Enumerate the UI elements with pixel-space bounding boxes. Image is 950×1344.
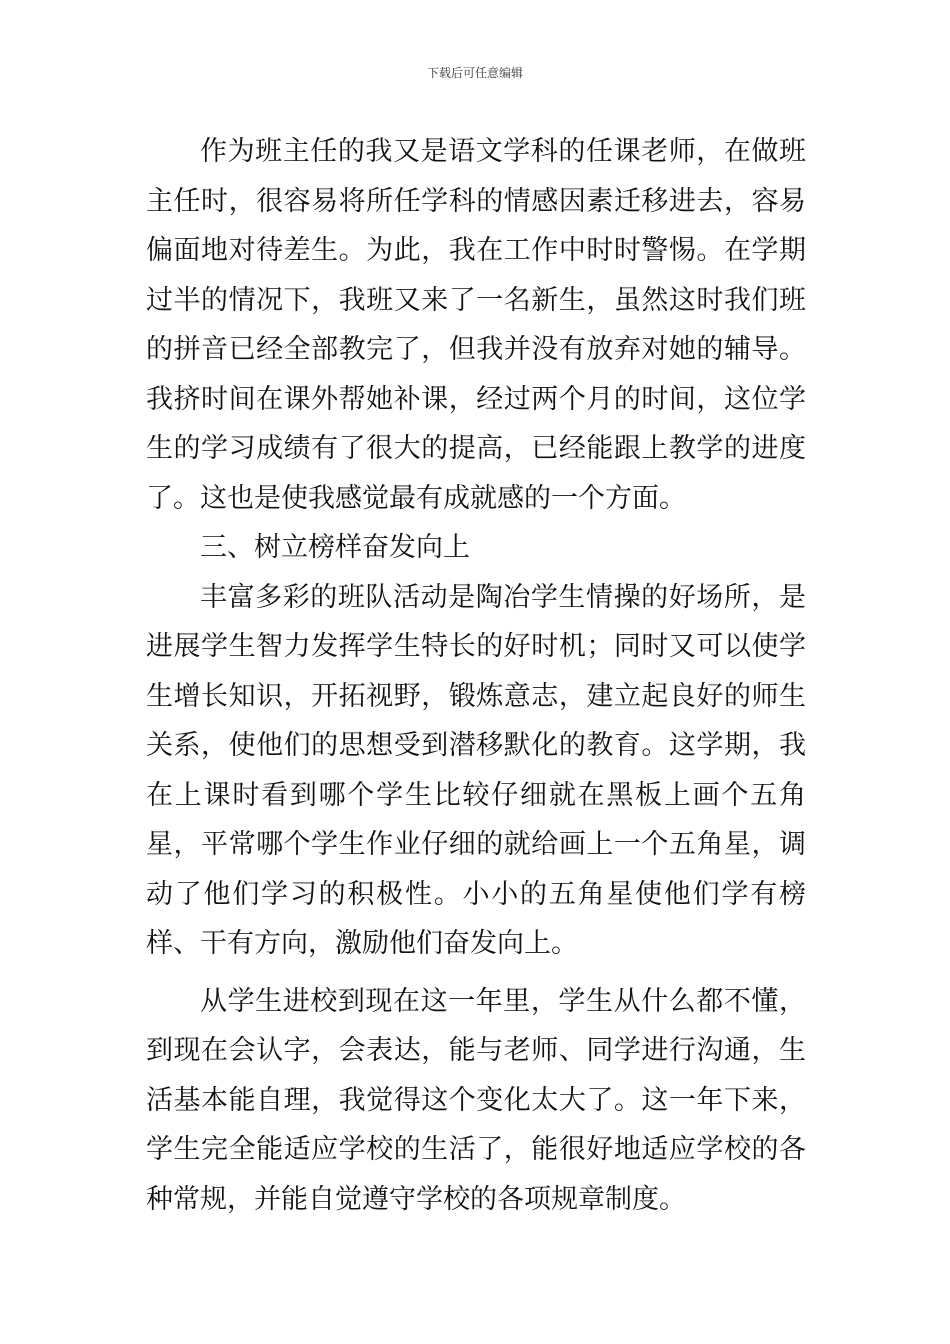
paragraph-class-activities: 丰富多彩的班队活动是陶冶学生情操的好场所，是进展学生智力发挥学生特长的好时机；同时又可以使学生增长知识，开拓视野，锻炼意志，建立起良好的师生关系，使他们的思想受到潜移默化的教育。这学期，我在上课时看到哪个学生比较仔细就在黑板上画个五角星，平常哪个学生作业仔细的就给画上一个五角星，调动了他们学习的积极性。小小的五角星使他们学有榜样、干有方向，激励他们奋发向上。 <box>146 581 806 959</box>
section-heading-role-models: 三、树立榜样奋发向上 <box>200 532 470 563</box>
paragraph-year-summary: 从学生进校到现在这一年里，学生从什么都不懂，到现在会认字，会表达，能与老师、同学进行沟通，生活基本能自理，我觉得这个变化太大了。这一年下来，学生完全能适应学校的生活了，能很好地适应学校的各种常规，并能自觉遵守学校的各项规章制度。 <box>146 985 806 1215</box>
document-body <box>146 127 806 1224</box>
page-header-note: 下载后可任意编辑 <box>426 66 523 80</box>
paragraph-teacher-reflection: 作为班主任的我又是语文学科的任课老师，在做班主任时，很容易将所任学科的情感因素迁移进去，容易偏面地对待差生。为此，我在工作中时时警惕。在学期过半的情况下，我班又来了一名新生，虽然这时我们班的拼音已经全部教完了，但我并没有放弃对她的辅导。我挤时间在课外帮她补课，经过两个月的时间，这位学生的学习成绩有了很大的提高，已经能跟上教学的进度了。这也是使我感觉最有成就感的一个方面。 <box>146 136 806 514</box>
